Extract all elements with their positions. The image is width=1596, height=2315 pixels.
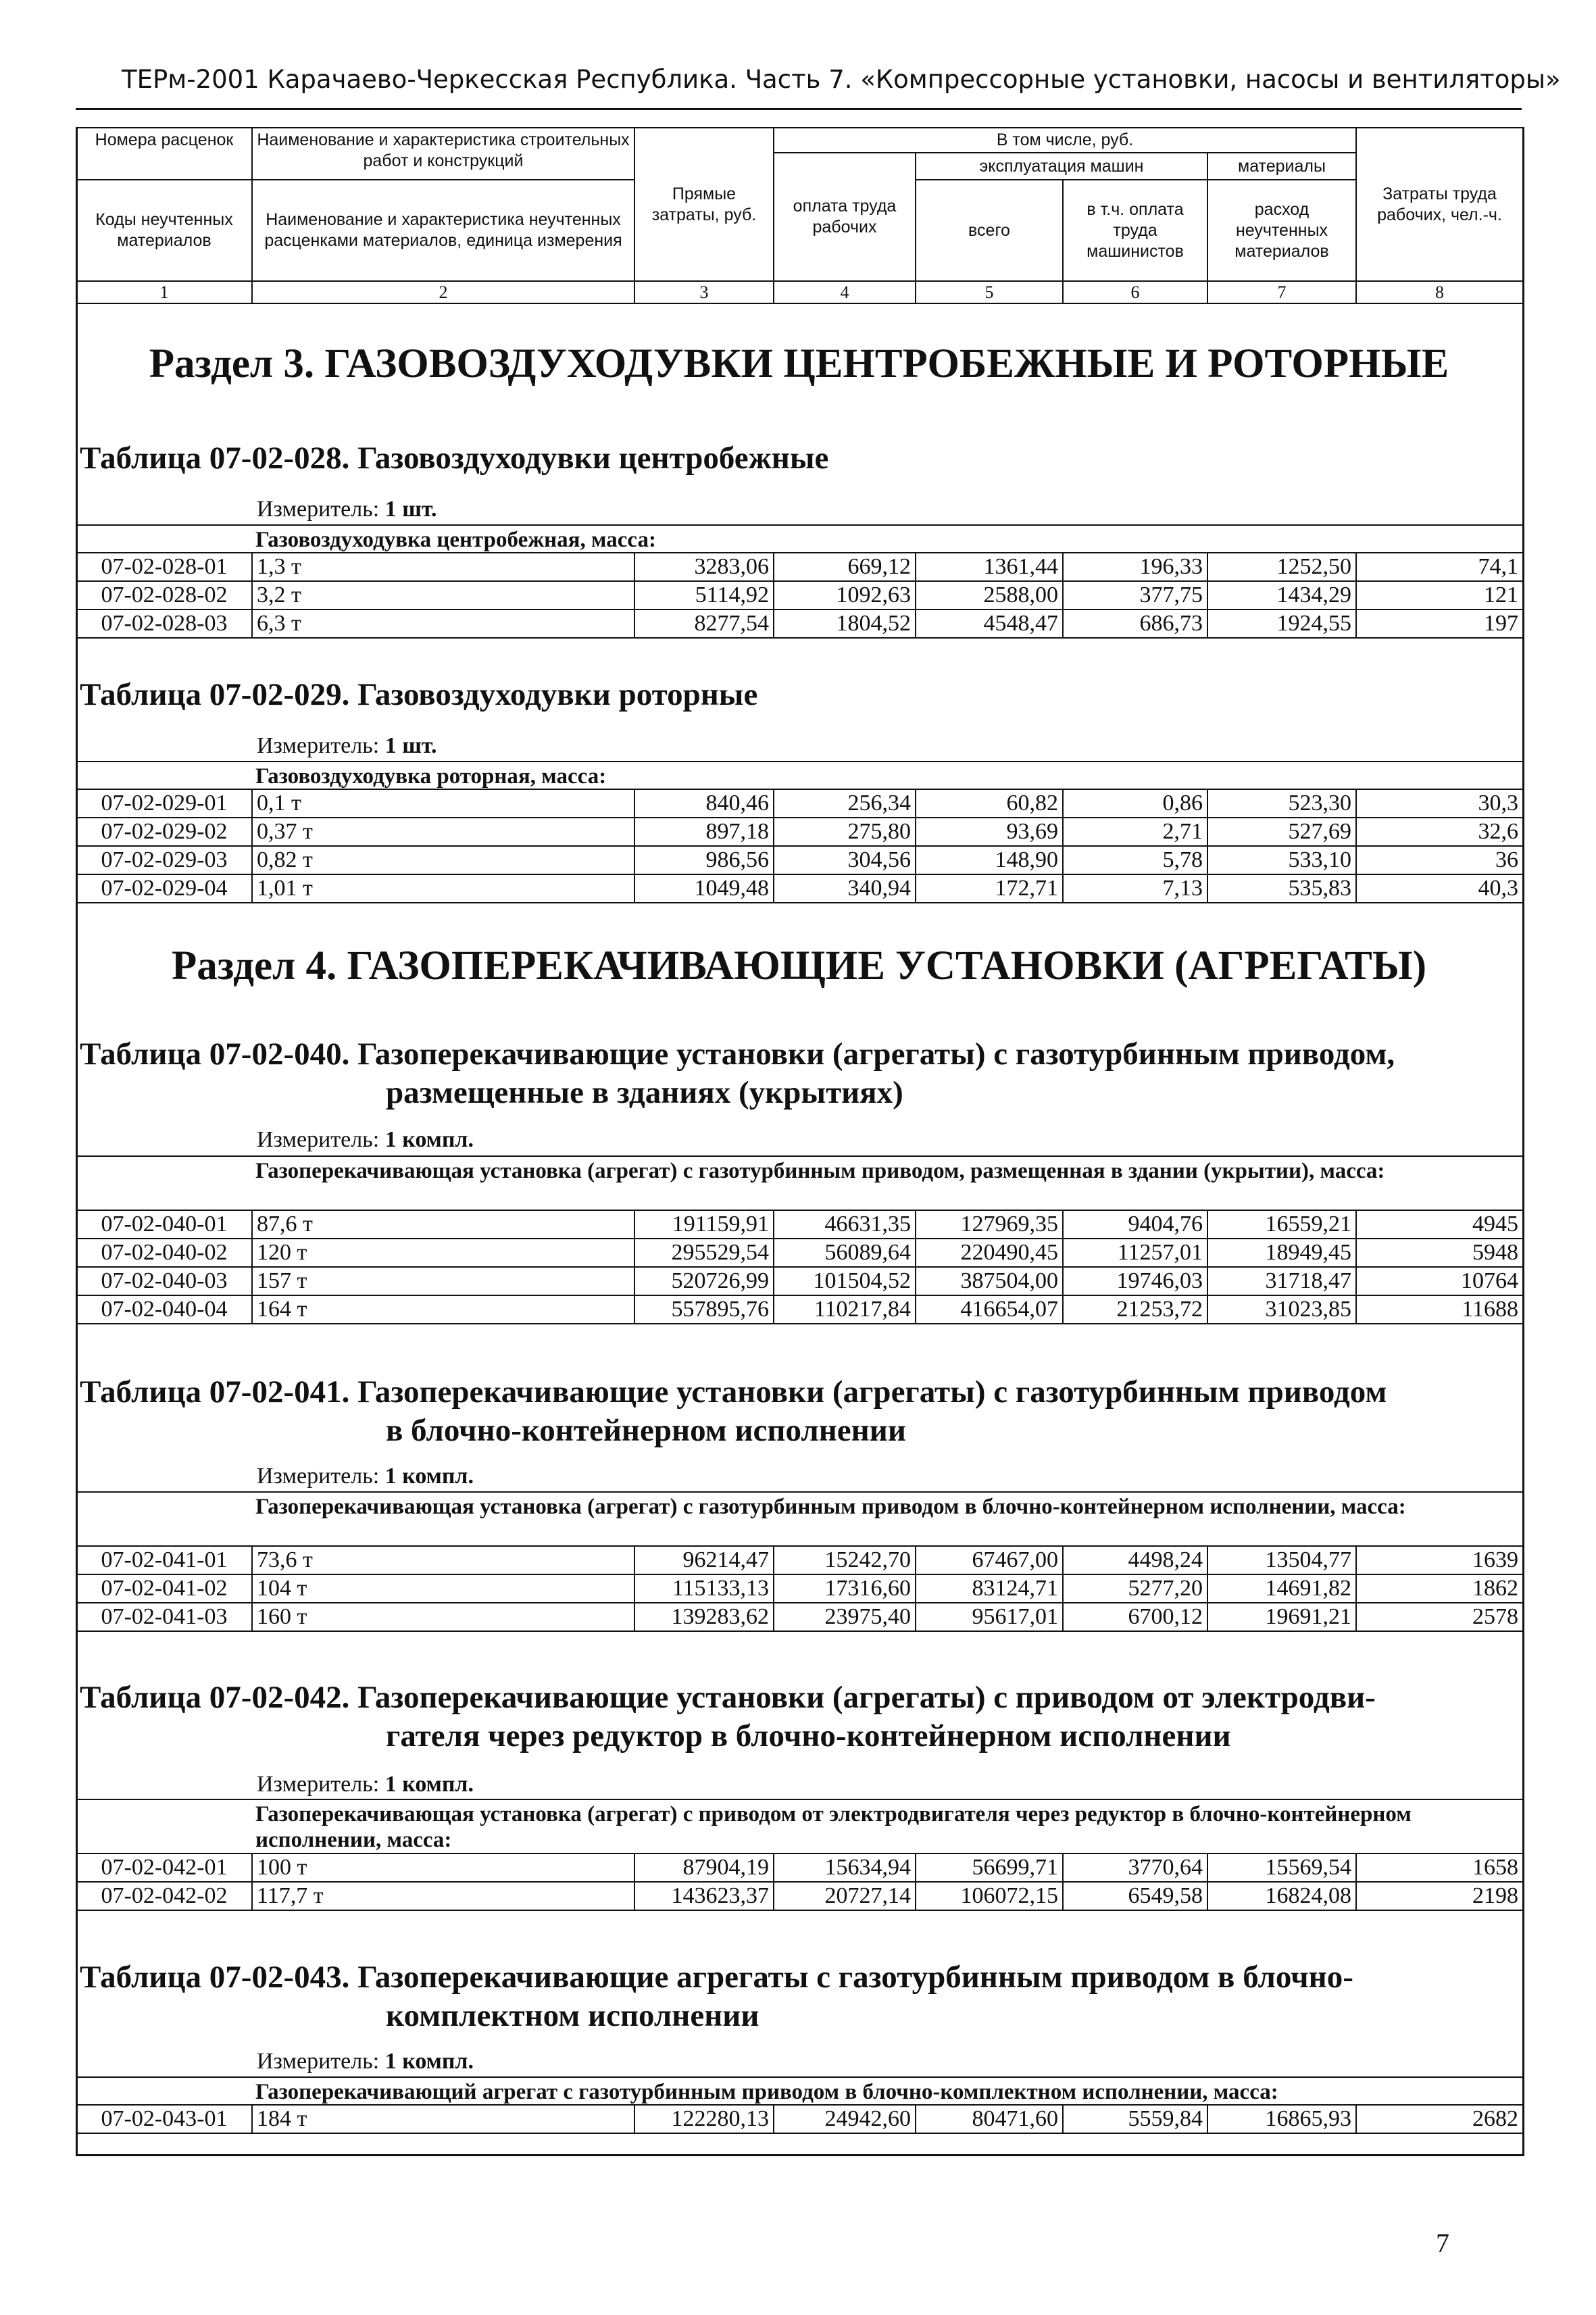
cell-direct-costs: 96214,47 — [634, 1546, 774, 1574]
table-row — [76, 1295, 1523, 1324]
col-materials: материалы — [1207, 153, 1356, 180]
cell-worker-pay: 56089,64 — [774, 1239, 916, 1267]
cell-worker-pay: 17316,60 — [774, 1574, 916, 1603]
cell-worker-pay: 46631,35 — [774, 1210, 916, 1239]
cell-rate-code: 07-02-029-01 — [76, 789, 252, 818]
cell-worker-pay: 1092,63 — [774, 581, 916, 609]
cell-machine-total: 60,82 — [916, 789, 1063, 818]
cell-mass: 1,3 т — [252, 553, 634, 581]
table-029-measure: Измеритель: 1 шт. — [257, 733, 437, 758]
cell-labor-hours: 4945 — [1356, 1210, 1523, 1239]
cell-worker-pay: 256,34 — [774, 789, 916, 818]
cell-worker-pay: 304,56 — [774, 846, 916, 874]
cell-mass: 117,7 т — [252, 1882, 634, 1910]
cell-mass: 3,2 т — [252, 581, 634, 609]
cell-operator-pay: 21253,72 — [1063, 1295, 1207, 1324]
cell-worker-pay: 15634,94 — [774, 1853, 916, 1882]
cell-mass: 0,1 т — [252, 789, 634, 818]
cell-direct-costs: 115133,13 — [634, 1574, 774, 1603]
cell-machine-total: 148,90 — [916, 846, 1063, 874]
header-rule — [76, 108, 1522, 110]
col-material-codes: Коды неучтенных материалов — [76, 180, 252, 281]
cell-mass: 6,3 т — [252, 609, 634, 638]
col-num: 2 — [252, 281, 634, 303]
cell-operator-pay: 9404,76 — [1063, 1210, 1207, 1239]
table-029-group: Газовоздуходувка роторная, масса: — [255, 764, 607, 789]
col-machine-operation: эксплуатация машин — [916, 153, 1207, 180]
cell-operator-pay: 377,75 — [1063, 581, 1207, 609]
cell-machine-total: 56699,71 — [916, 1853, 1063, 1882]
cell-materials: 527,69 — [1207, 818, 1356, 846]
cell-materials: 31718,47 — [1207, 1267, 1356, 1295]
table-041 — [76, 1545, 1524, 1632]
cell-worker-pay: 110217,84 — [774, 1295, 916, 1324]
cell-labor-hours: 1658 — [1356, 1853, 1523, 1882]
cell-operator-pay: 4498,24 — [1063, 1546, 1207, 1574]
col-num: 3 — [634, 281, 774, 303]
table-row — [76, 553, 1523, 581]
cell-rate-code: 07-02-040-02 — [76, 1239, 252, 1267]
cell-machine-total: 1361,44 — [916, 553, 1063, 581]
cell-rate-code: 07-02-029-04 — [76, 874, 252, 903]
cell-rate-code: 07-02-040-01 — [76, 1210, 252, 1239]
cell-machine-total: 95617,01 — [916, 1603, 1063, 1631]
cell-labor-hours: 197 — [1356, 609, 1523, 638]
column-number-row — [76, 281, 1523, 303]
cell-direct-costs: 1049,48 — [634, 874, 774, 903]
col-num: 6 — [1063, 281, 1207, 303]
cell-materials: 535,83 — [1207, 874, 1356, 903]
cell-operator-pay: 7,13 — [1063, 874, 1207, 903]
cell-mass: 104 т — [252, 1574, 634, 1603]
cell-mass: 73,6 т — [252, 1546, 634, 1574]
col-rate-numbers: Номера расценок — [76, 128, 252, 180]
cell-direct-costs: 295529,54 — [634, 1239, 774, 1267]
cell-operator-pay: 19746,03 — [1063, 1267, 1207, 1295]
cell-machine-total: 416654,07 — [916, 1295, 1063, 1324]
cell-mass: 160 т — [252, 1603, 634, 1631]
table-028-title: Таблица 07-02-028. Газовоздуходувки центробежные — [80, 441, 829, 476]
table-028 — [76, 552, 1524, 639]
table-row — [76, 1882, 1523, 1910]
cell-mass: 0,82 т — [252, 846, 634, 874]
cell-rate-code: 07-02-041-03 — [76, 1603, 252, 1631]
cell-worker-pay: 20727,14 — [774, 1882, 916, 1910]
table-row — [76, 1853, 1523, 1882]
cell-materials: 31023,85 — [1207, 1295, 1356, 1324]
cell-rate-code: 07-02-042-01 — [76, 1853, 252, 1882]
cell-operator-pay: 5559,84 — [1063, 2105, 1207, 2133]
cell-mass: 157 т — [252, 1267, 634, 1295]
table-row — [76, 1210, 1523, 1239]
cell-labor-hours: 74,1 — [1356, 553, 1523, 581]
cell-rate-code: 07-02-041-01 — [76, 1546, 252, 1574]
table-row — [76, 874, 1523, 903]
cell-machine-total: 80471,60 — [916, 2105, 1063, 2133]
cell-direct-costs: 139283,62 — [634, 1603, 774, 1631]
col-machine-total: всего — [916, 180, 1063, 281]
cell-direct-costs: 986,56 — [634, 846, 774, 874]
cell-labor-hours: 5948 — [1356, 1239, 1523, 1267]
cell-rate-code: 07-02-040-03 — [76, 1267, 252, 1295]
cell-labor-hours: 10764 — [1356, 1267, 1523, 1295]
cell-mass: 100 т — [252, 1853, 634, 1882]
cell-machine-total: 4548,47 — [916, 609, 1063, 638]
col-worker-pay: оплата труда рабочих — [774, 153, 916, 281]
cell-direct-costs: 840,46 — [634, 789, 774, 818]
running-header: ТЕРм-2001 Карачаево-Черкесская Республика. Часть 7. «Компрессорные установки, насосы и вентиляторы» — [122, 65, 1561, 94]
table-043-measure: Измеритель: 1 компл. — [257, 2049, 474, 2074]
cell-operator-pay: 11257,01 — [1063, 1239, 1207, 1267]
cell-direct-costs: 122280,13 — [634, 2105, 774, 2133]
cell-operator-pay: 686,73 — [1063, 609, 1207, 638]
table-043 — [76, 2104, 1524, 2134]
cell-materials: 15569,54 — [1207, 1853, 1356, 1882]
table-043-title: Таблица 07-02-043. Газоперекачивающие агрегаты с газотурбинным приводом в блочно- комплектном исполнении — [80, 1960, 1353, 2033]
cell-rate-code: 07-02-041-02 — [76, 1574, 252, 1603]
cell-materials: 533,10 — [1207, 846, 1356, 874]
cell-mass: 120 т — [252, 1239, 634, 1267]
cell-materials: 1252,50 — [1207, 553, 1356, 581]
cell-rate-code: 07-02-040-04 — [76, 1295, 252, 1324]
cell-materials: 19691,21 — [1207, 1603, 1356, 1631]
cell-operator-pay: 0,86 — [1063, 789, 1207, 818]
cell-rate-code: 07-02-042-02 — [76, 1882, 252, 1910]
cell-machine-total: 83124,71 — [916, 1574, 1063, 1603]
cell-materials: 1924,55 — [1207, 609, 1356, 638]
cell-operator-pay: 3770,64 — [1063, 1853, 1207, 1882]
table-row — [76, 818, 1523, 846]
cell-materials: 16559,21 — [1207, 1210, 1356, 1239]
cell-worker-pay: 24942,60 — [774, 2105, 916, 2133]
cell-direct-costs: 3283,06 — [634, 553, 774, 581]
cell-materials: 13504,77 — [1207, 1546, 1356, 1574]
cell-machine-total: 172,71 — [916, 874, 1063, 903]
cell-worker-pay: 1804,52 — [774, 609, 916, 638]
table-row — [76, 1574, 1523, 1603]
cell-operator-pay: 5,78 — [1063, 846, 1207, 874]
cell-operator-pay: 6700,12 — [1063, 1603, 1207, 1631]
cell-materials: 16824,08 — [1207, 1882, 1356, 1910]
table-029 — [76, 789, 1524, 903]
cell-machine-total: 387504,00 — [916, 1267, 1063, 1295]
cell-labor-hours: 1639 — [1356, 1546, 1523, 1574]
cell-direct-costs: 191159,91 — [634, 1210, 774, 1239]
cell-direct-costs: 520726,99 — [634, 1267, 774, 1295]
table-028-group: Газовоздуходувка центробежная, масса: — [255, 528, 656, 552]
cell-labor-hours: 2198 — [1356, 1882, 1523, 1910]
cell-rate-code: 07-02-028-01 — [76, 553, 252, 581]
cell-materials: 18949,45 — [1207, 1239, 1356, 1267]
cell-rate-code: 07-02-028-02 — [76, 581, 252, 609]
table-042 — [76, 1853, 1524, 1911]
col-num: 1 — [76, 281, 252, 303]
table-row — [76, 846, 1523, 874]
cell-materials: 14691,82 — [1207, 1574, 1356, 1603]
table-041-title: Таблица 07-02-041. Газоперекачивающие установки (агрегаты) с газотурбинным приводом в блочно-контейнерном исполнении — [80, 1374, 1387, 1448]
cell-direct-costs: 143623,37 — [634, 1882, 774, 1910]
cell-worker-pay: 101504,52 — [774, 1267, 916, 1295]
cell-machine-total: 67467,00 — [916, 1546, 1063, 1574]
table-row — [76, 1239, 1523, 1267]
section-4-title: Раздел 4. ГАЗОПЕРЕКАЧИВАЮЩИЕ УСТАНОВКИ (АГРЕГАТЫ) — [171, 943, 1427, 989]
cell-worker-pay: 275,80 — [774, 818, 916, 846]
table-041-measure: Измеритель: 1 компл. — [257, 1464, 474, 1489]
column-header-table — [76, 127, 1524, 304]
cell-worker-pay: 23975,40 — [774, 1603, 916, 1631]
cell-worker-pay: 340,94 — [774, 874, 916, 903]
table-040-title: Таблица 07-02-040. Газоперекачивающие установки (агрегаты) с газотурбинным приводом, размещенные в зданиях (укрытиях) — [80, 1037, 1395, 1110]
cell-worker-pay: 15242,70 — [774, 1546, 916, 1574]
table-040 — [76, 1210, 1524, 1324]
cell-rate-code: 07-02-043-01 — [76, 2105, 252, 2133]
table-040-group: Газоперекачивающая установка (агрегат) с газотурбинным приводом, размещенная в здании (укрытии), масса: — [255, 1159, 1385, 1183]
cell-labor-hours: 40,3 — [1356, 874, 1523, 903]
table-row — [76, 1267, 1523, 1295]
col-work-name: Наименование и характеристика строительных работ и конструкций — [252, 128, 634, 180]
page-number: 7 — [1436, 2228, 1449, 2258]
cell-direct-costs: 5114,92 — [634, 581, 774, 609]
cell-mass: 164 т — [252, 1295, 634, 1324]
cell-labor-hours: 2682 — [1356, 2105, 1523, 2133]
col-material-use: расход неучтенных материалов — [1207, 180, 1356, 281]
cell-operator-pay: 196,33 — [1063, 553, 1207, 581]
cell-machine-total: 2588,00 — [916, 581, 1063, 609]
cell-labor-hours: 30,3 — [1356, 789, 1523, 818]
cell-labor-hours: 1862 — [1356, 1574, 1523, 1603]
cell-mass: 87,6 т — [252, 1210, 634, 1239]
table-043-group: Газоперекачивающий агрегат с газотурбинным приводом в блочно-комплектном исполнении, масса: — [255, 2080, 1278, 2104]
col-operator-pay: в т.ч. оплата труда машинистов — [1063, 180, 1207, 281]
cell-direct-costs: 87904,19 — [634, 1853, 774, 1882]
col-num: 5 — [916, 281, 1063, 303]
table-042-group: Газоперекачивающая установка (агрегат) с приводом от электродвигателя через редуктор в блочно-контейнерном исполнении, масса: — [255, 1802, 1412, 1852]
cell-machine-total: 220490,45 — [916, 1239, 1063, 1267]
table-029-title: Таблица 07-02-029. Газовоздуходувки роторные — [80, 677, 758, 712]
cell-materials: 1434,29 — [1207, 581, 1356, 609]
cell-operator-pay: 6549,58 — [1063, 1882, 1207, 1910]
cell-labor-hours: 36 — [1356, 846, 1523, 874]
table-row — [76, 2105, 1523, 2133]
table-028-measure: Измеритель: 1 шт. — [257, 497, 437, 522]
cell-rate-code: 07-02-028-03 — [76, 609, 252, 638]
cell-labor-hours: 11688 — [1356, 1295, 1523, 1324]
table-row — [76, 609, 1523, 638]
cell-machine-total: 127969,35 — [916, 1210, 1063, 1239]
table-row — [76, 1546, 1523, 1574]
cell-mass: 0,37 т — [252, 818, 634, 846]
cell-worker-pay: 669,12 — [774, 553, 916, 581]
table-row — [76, 789, 1523, 818]
table-row — [76, 1603, 1523, 1631]
col-num: 7 — [1207, 281, 1356, 303]
table-041-group: Газоперекачивающая установка (агрегат) с газотурбинным приводом в блочно-контейнерном исполнении, масса: — [255, 1495, 1406, 1519]
cell-machine-total: 106072,15 — [916, 1882, 1063, 1910]
cell-materials: 523,30 — [1207, 789, 1356, 818]
cell-machine-total: 93,69 — [916, 818, 1063, 846]
cell-operator-pay: 5277,20 — [1063, 1574, 1207, 1603]
cell-direct-costs: 8277,54 — [634, 609, 774, 638]
cell-operator-pay: 2,71 — [1063, 818, 1207, 846]
col-including: В том числе, руб. — [774, 128, 1356, 153]
table-row — [76, 581, 1523, 609]
col-num: 4 — [774, 281, 916, 303]
cell-mass: 184 т — [252, 2105, 634, 2133]
cell-materials: 16865,93 — [1207, 2105, 1356, 2133]
cell-direct-costs: 557895,76 — [634, 1295, 774, 1324]
cell-rate-code: 07-02-029-03 — [76, 846, 252, 874]
col-labor-hours: Затраты труда рабочих, чел.-ч. — [1356, 128, 1523, 281]
col-direct-costs: Прямые затраты, руб. — [634, 128, 774, 281]
table-042-measure: Измеритель: 1 компл. — [257, 1772, 474, 1797]
table-040-measure: Измеритель: 1 компл. — [257, 1127, 474, 1152]
cell-labor-hours: 32,6 — [1356, 818, 1523, 846]
table-042-title: Таблица 07-02-042. Газоперекачивающие установки (агрегаты) с приводом от электродви- гателя через редуктор в блочно-контейнерном исполнении — [80, 1680, 1376, 1753]
col-num: 8 — [1356, 281, 1523, 303]
cell-direct-costs: 897,18 — [634, 818, 774, 846]
section-3-title: Раздел 3. ГАЗОВОЗДУХОДУВКИ ЦЕНТРОБЕЖНЫЕ И РОТОРНЫЕ — [149, 341, 1449, 387]
col-material-names: Наименование и характеристика неучтенных расценками материалов, единица измерения — [252, 180, 634, 281]
cell-labor-hours: 121 — [1356, 581, 1523, 609]
cell-labor-hours: 2578 — [1356, 1603, 1523, 1631]
cell-mass: 1,01 т — [252, 874, 634, 903]
cell-rate-code: 07-02-029-02 — [76, 818, 252, 846]
